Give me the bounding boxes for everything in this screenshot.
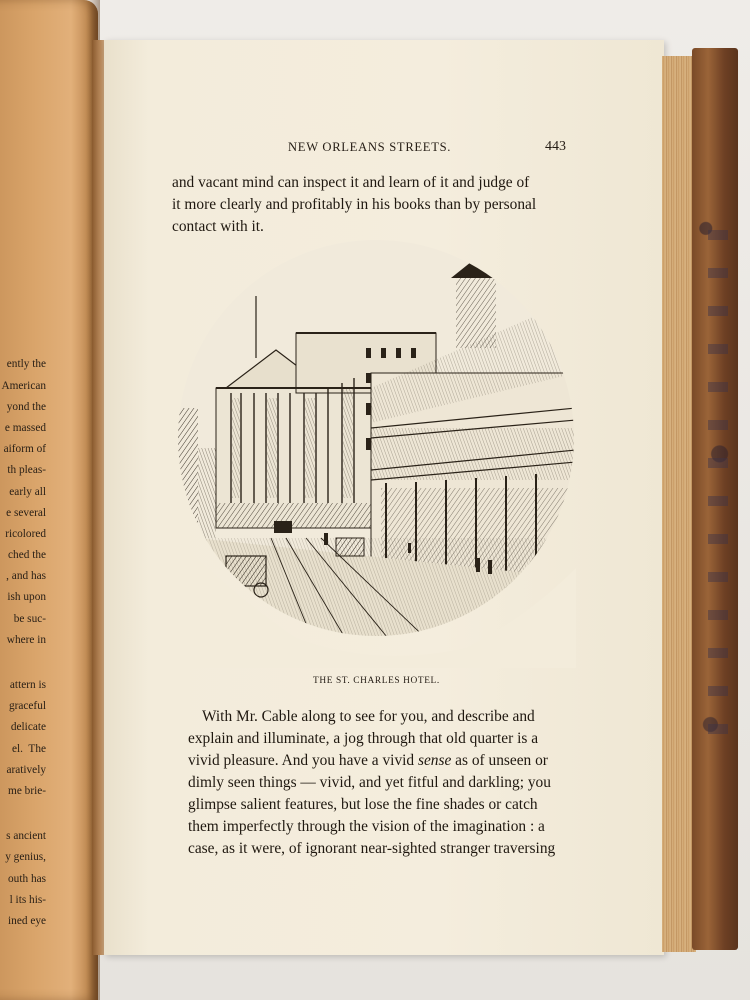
left-page-line: where in (6, 633, 46, 646)
illustration-caption: THE ST. CHARLES HOTEL. (313, 676, 440, 686)
text-line: contact with it. (172, 218, 264, 235)
left-page-line: y genius, (5, 851, 46, 864)
running-head: NEW ORLEANS STREETS. (288, 140, 452, 154)
left-page-line: delicate (10, 721, 46, 734)
left-page-line: , and has (6, 570, 46, 583)
text-line: case, as it were, of ignorant near-sighted stranger traversing (188, 840, 556, 857)
closing-paragraph (188, 706, 555, 860)
page-number: 443 (545, 139, 566, 154)
text-line: glimpse salient features, but lose the fine shades or catch (188, 796, 538, 813)
opening-paragraph (172, 172, 536, 238)
left-page-line: early all (9, 485, 46, 498)
emphasized-word: sense (417, 752, 452, 769)
left-page-line: outh has (8, 872, 46, 885)
left-page-line: ched the (8, 549, 46, 562)
hotel-engraving (176, 238, 576, 668)
left-page-line: el. The (12, 742, 46, 755)
left-page-line: e several (6, 506, 46, 519)
left-page-line: aratively (6, 763, 46, 776)
paragraph-gap (0, 651, 46, 675)
left-page-line: American (1, 379, 46, 392)
page-fore-edge (662, 56, 696, 952)
left-page-line: aiform of (3, 443, 46, 456)
left-page-line: yond the (6, 400, 46, 413)
cover-marbling (708, 230, 728, 750)
left-page-text (0, 312, 46, 927)
left-page-line: th pleas- (7, 464, 46, 477)
text-line: it more clearly and profitably in his books than by personal (172, 196, 537, 213)
text-line: With Mr. Cable along to see for you, and describe and (202, 708, 535, 725)
left-page-line: ish upon (7, 591, 46, 604)
text-line-with-italic: vivid pleasure. And you have a vivid sense as of unseen or (188, 752, 548, 769)
left-page-fragments-top (0, 354, 46, 927)
paragraph-gap (0, 802, 46, 826)
left-page-line: l its his- (9, 893, 46, 906)
text-line: them imperfectly through the vision of the imagination : a (188, 818, 545, 835)
left-page-line: attern is (9, 679, 46, 692)
text-line: explain and illuminate, a jog through that old quarter is a (188, 730, 539, 747)
left-page-line: me brie- (8, 784, 46, 797)
left-page-line: ricolored (5, 527, 46, 540)
left-page-line: graceful (8, 700, 46, 713)
text-line: dimly seen things — vivid, and yet fitful and darkling; you (188, 774, 551, 791)
left-page-line: be suc- (13, 612, 46, 625)
left-page-line: s ancient (6, 830, 46, 843)
left-page-line: ined eye (8, 914, 46, 927)
text-line: and vacant mind can inspect it and learn of it and judge of (172, 174, 530, 191)
left-page-line: e massed (4, 421, 46, 434)
left-page-line: ently the (6, 358, 46, 371)
